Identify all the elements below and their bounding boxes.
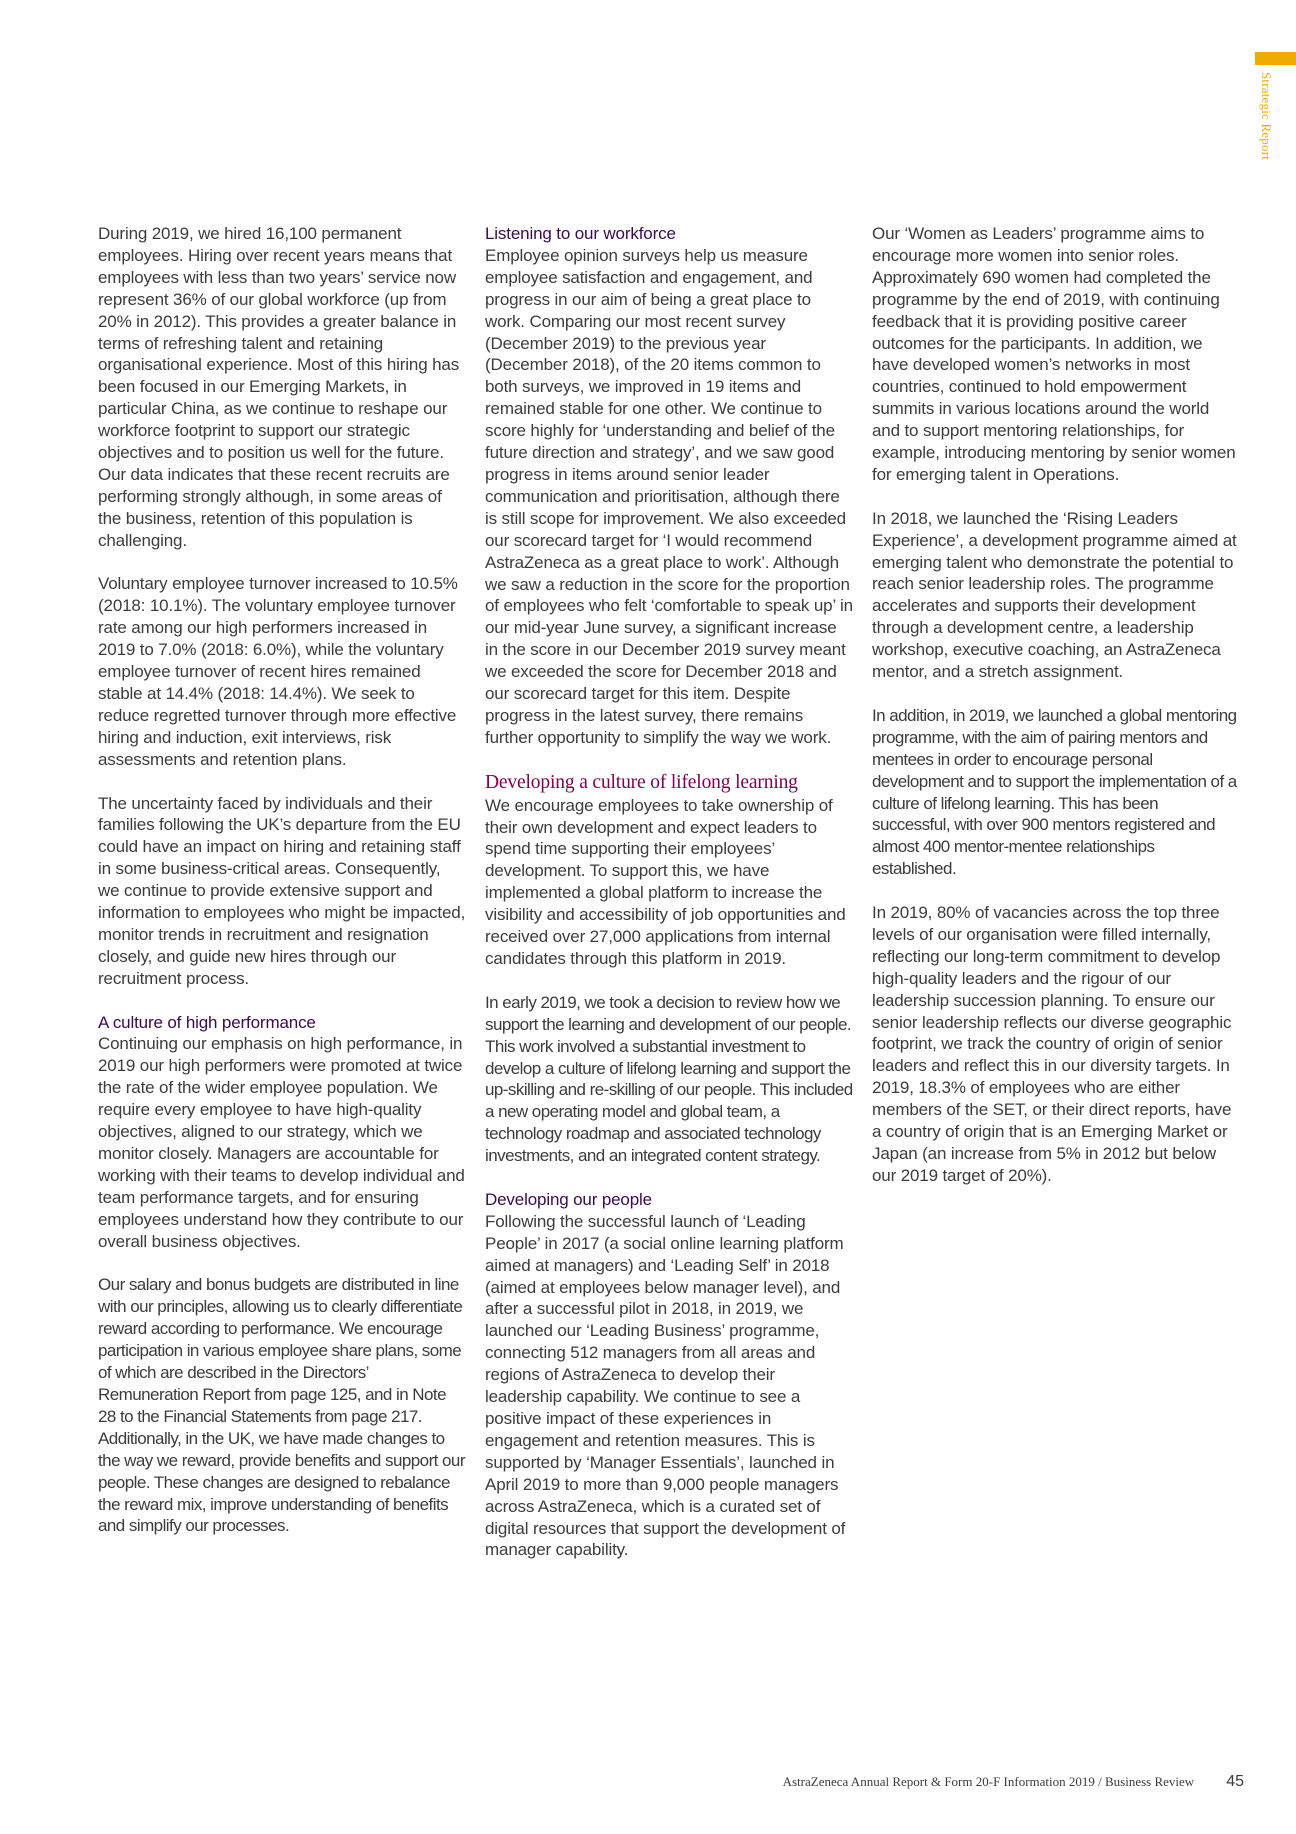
paragraph-women-leaders: Our ‘Women as Leaders’ programme aims to encourage more women into senior roles. Approximately 690 women had completed the programme by the end of 2019, with continuing feedback that it is providing positive career outcomes for the participants. In addition, we have developed women’s networks in most countries, continued to hold empowerment summits in various locations around the world and to support mentoring relationships, for example, introducing mentoring by senior women for emerging talent in Operations. — [872, 224, 1236, 484]
paragraph-mentoring: In addition, in 2019, we launched a global mentoring programme, with the aim of pairing mentors and mentees in order to encourage personal development and to support the implementation of a culture of lifelong learning. This has been successful, with over 900 mentors registered and almost 400 mentor-mentee relationships established. — [872, 705, 1237, 879]
paragraph-early-2019: In early 2019, we took a decision to review how we support the learning and development of our people. This work involved a substantial investment to develop a culture of lifelong learning and support the up-skilling and re-skilling of our people. This included a new operating model and global team, a technology roadmap and associated technology investments, and an integrated content strategy. — [485, 992, 853, 1166]
section-tab-marker — [1255, 52, 1296, 65]
page-number: 45 — [1226, 1773, 1244, 1790]
paragraph-leading-programmes: Following the successful launch of ‘Leading People’ in 2017 (a social online learning platform aimed at managers) and ‘Leading Self’ in 2018 (aimed at employees below manager level), and after a successful pilot in 2018, in 2019, we launched our ‘Leading Business’ programme, connecting 512 managers from all areas and regions of AstraZeneca to develop their leadership capability. We continue to see a positive impact of these experiences in engagement and retention measures. This is supported by ‘Manager Essentials’, launched in April 2019 to more than 9,000 people managers across AstraZeneca, which is a curated set of digital resources that support the development of manager capability. — [485, 1211, 846, 1560]
paragraph-turnover: Voluntary employee turnover increased to 10.5% (2018: 10.1%). The voluntary employee turnover rate among our high performers increased in 2019 to 7.0% (2018: 6.0%), while the voluntary employee turnover of recent hires remained stable at 14.4% (2018: 14.4%). We seek to reduce regretted turnover through more effective hiring and induction, exit interviews, risk assessments and retention plans. — [98, 574, 458, 769]
heading-lifelong-learning: Developing a culture of lifelong learning — [485, 771, 798, 793]
paragraph-uncertainty: The uncertainty faced by individuals and their families following the UK’s departure from the EU could have an impact on hiring and retaining staff in some business-critical areas. Consequently, we continue to provide extensive support and information to employees who might be impacted, monitor trends in recruitment and resignation closely, and guide new hires through our recruitment process. — [98, 793, 466, 988]
paragraph-salary-bonus: Our salary and bonus budgets are distributed in line with our principles, allowing us to clearly differentiate reward according to performance. We encourage participation in various employee share plans, some of which are described in the Directors’ Remuneration Report from page 125, and in Note 28 to the Financial Statements from page 217. Additionally, in the UK, we have made changes to the way we reward, provide benefits and support our people. These changes are designed to rebalance the reward mix, improve understanding of benefits and simplify our processes. — [98, 1275, 465, 1536]
section-label: Strategic Report — [1259, 72, 1274, 161]
footer-title: AstraZeneca Annual Report & Form 20-F Information 2019 / Business Review — [782, 1774, 1195, 1789]
paragraph-rising-leaders: In 2018, we launched the ‘Rising Leaders Experience’, a development programme aimed at emerging talent who demonstrate the potential to reach senior leadership roles. The programme accelerates and supports their development through a development centre, a leadership workshop, executive coaching, an AstraZeneca mentor, and a stretch assignment. — [872, 508, 1237, 682]
paragraph-hiring: During 2019, we hired 16,100 permanent employees. Hiring over recent years means that employees with less than two years’ service now represent 36% of our global workforce (up from 20% in 2012). This provides a greater balance in terms of refreshing talent and retaining organisational experience. Most of this hiring has been focused in our Emerging Markets, in particular China, as we continue to reshape our workforce footprint to support our strategic objectives and to position us well for the future. Our data indicates that these recent recruits are performing strongly although, in some areas of the business, retention of this population is challenging. — [98, 224, 460, 550]
column-2 — [485, 223, 853, 1583]
column-3 — [872, 223, 1240, 1209]
paragraph-ownership: We encourage employees to take ownership of their own development and expect leaders to spend time supporting their employees’ development. To support this, we have implemented a global platform to increase the visibility and accessibility of job opportunities and received over 27,000 applications from internal candidates through this platform in 2019. — [485, 795, 846, 968]
column-1 — [98, 223, 466, 1559]
page-footer — [783, 1773, 1244, 1791]
heading-high-performance: A culture of high performance — [98, 1012, 316, 1032]
paragraph-high-performance: Continuing our emphasis on high performance, in 2019 our high performers were promoted at twice the rate of the wider employee population. We require every employee to have high-quality objectives, aligned to our strategy, which we monitor closely. Managers are accountable for working with their teams to develop individual and team performance targets, and for ensuring employees understand how they contribute to our overall business objectives. — [98, 1034, 465, 1251]
heading-developing-people: Developing our people — [485, 1189, 652, 1209]
paragraph-vacancies: In 2019, 80% of vacancies across the top three levels of our organisation were filled internally, reflecting our long-term commitment to develop high-quality leaders and the rigour of our leadership succession planning. To ensure our senior leadership reflects our diverse geographic footprint, we track the country of origin of senior leaders and reflect this in our diversity targets. In 2019, 18.3% of employees who are either members of the SET, or their direct reports, have a country of origin that is an Emerging Market or Japan (an increase from 5% in 2012 but below our 2019 target of 20%). — [872, 903, 1232, 1185]
paragraph-surveys: Employee opinion surveys help us measure employee satisfaction and engagement, and progress in our aim of being a great place to work. Comparing our most recent survey (December 2019) to the previous year (December 2018), of the 20 items common to both surveys, we improved in 19 items and remained stable for one other. We continue to score highly for ‘understanding and belief of the future direction and strategy’, and we saw good progress in items around senior leader communication and prioritisation, although there is still scope for improvement. We also exceeded our scorecard target for ‘I would recommend AstraZeneca as a great place to work’. Although we saw a reduction in the score for the proportion of employees who felt ‘comfortable to speak up’ in our mid-year June survey, a significant increase in the score in our December 2019 survey meant we exceeded the score for December 2018 and our scorecard target for this item. Despite progress in the latest survey, there remains further opportunity to simplify the way we work. — [485, 245, 853, 747]
heading-listening-workforce: Listening to our workforce — [485, 224, 676, 243]
